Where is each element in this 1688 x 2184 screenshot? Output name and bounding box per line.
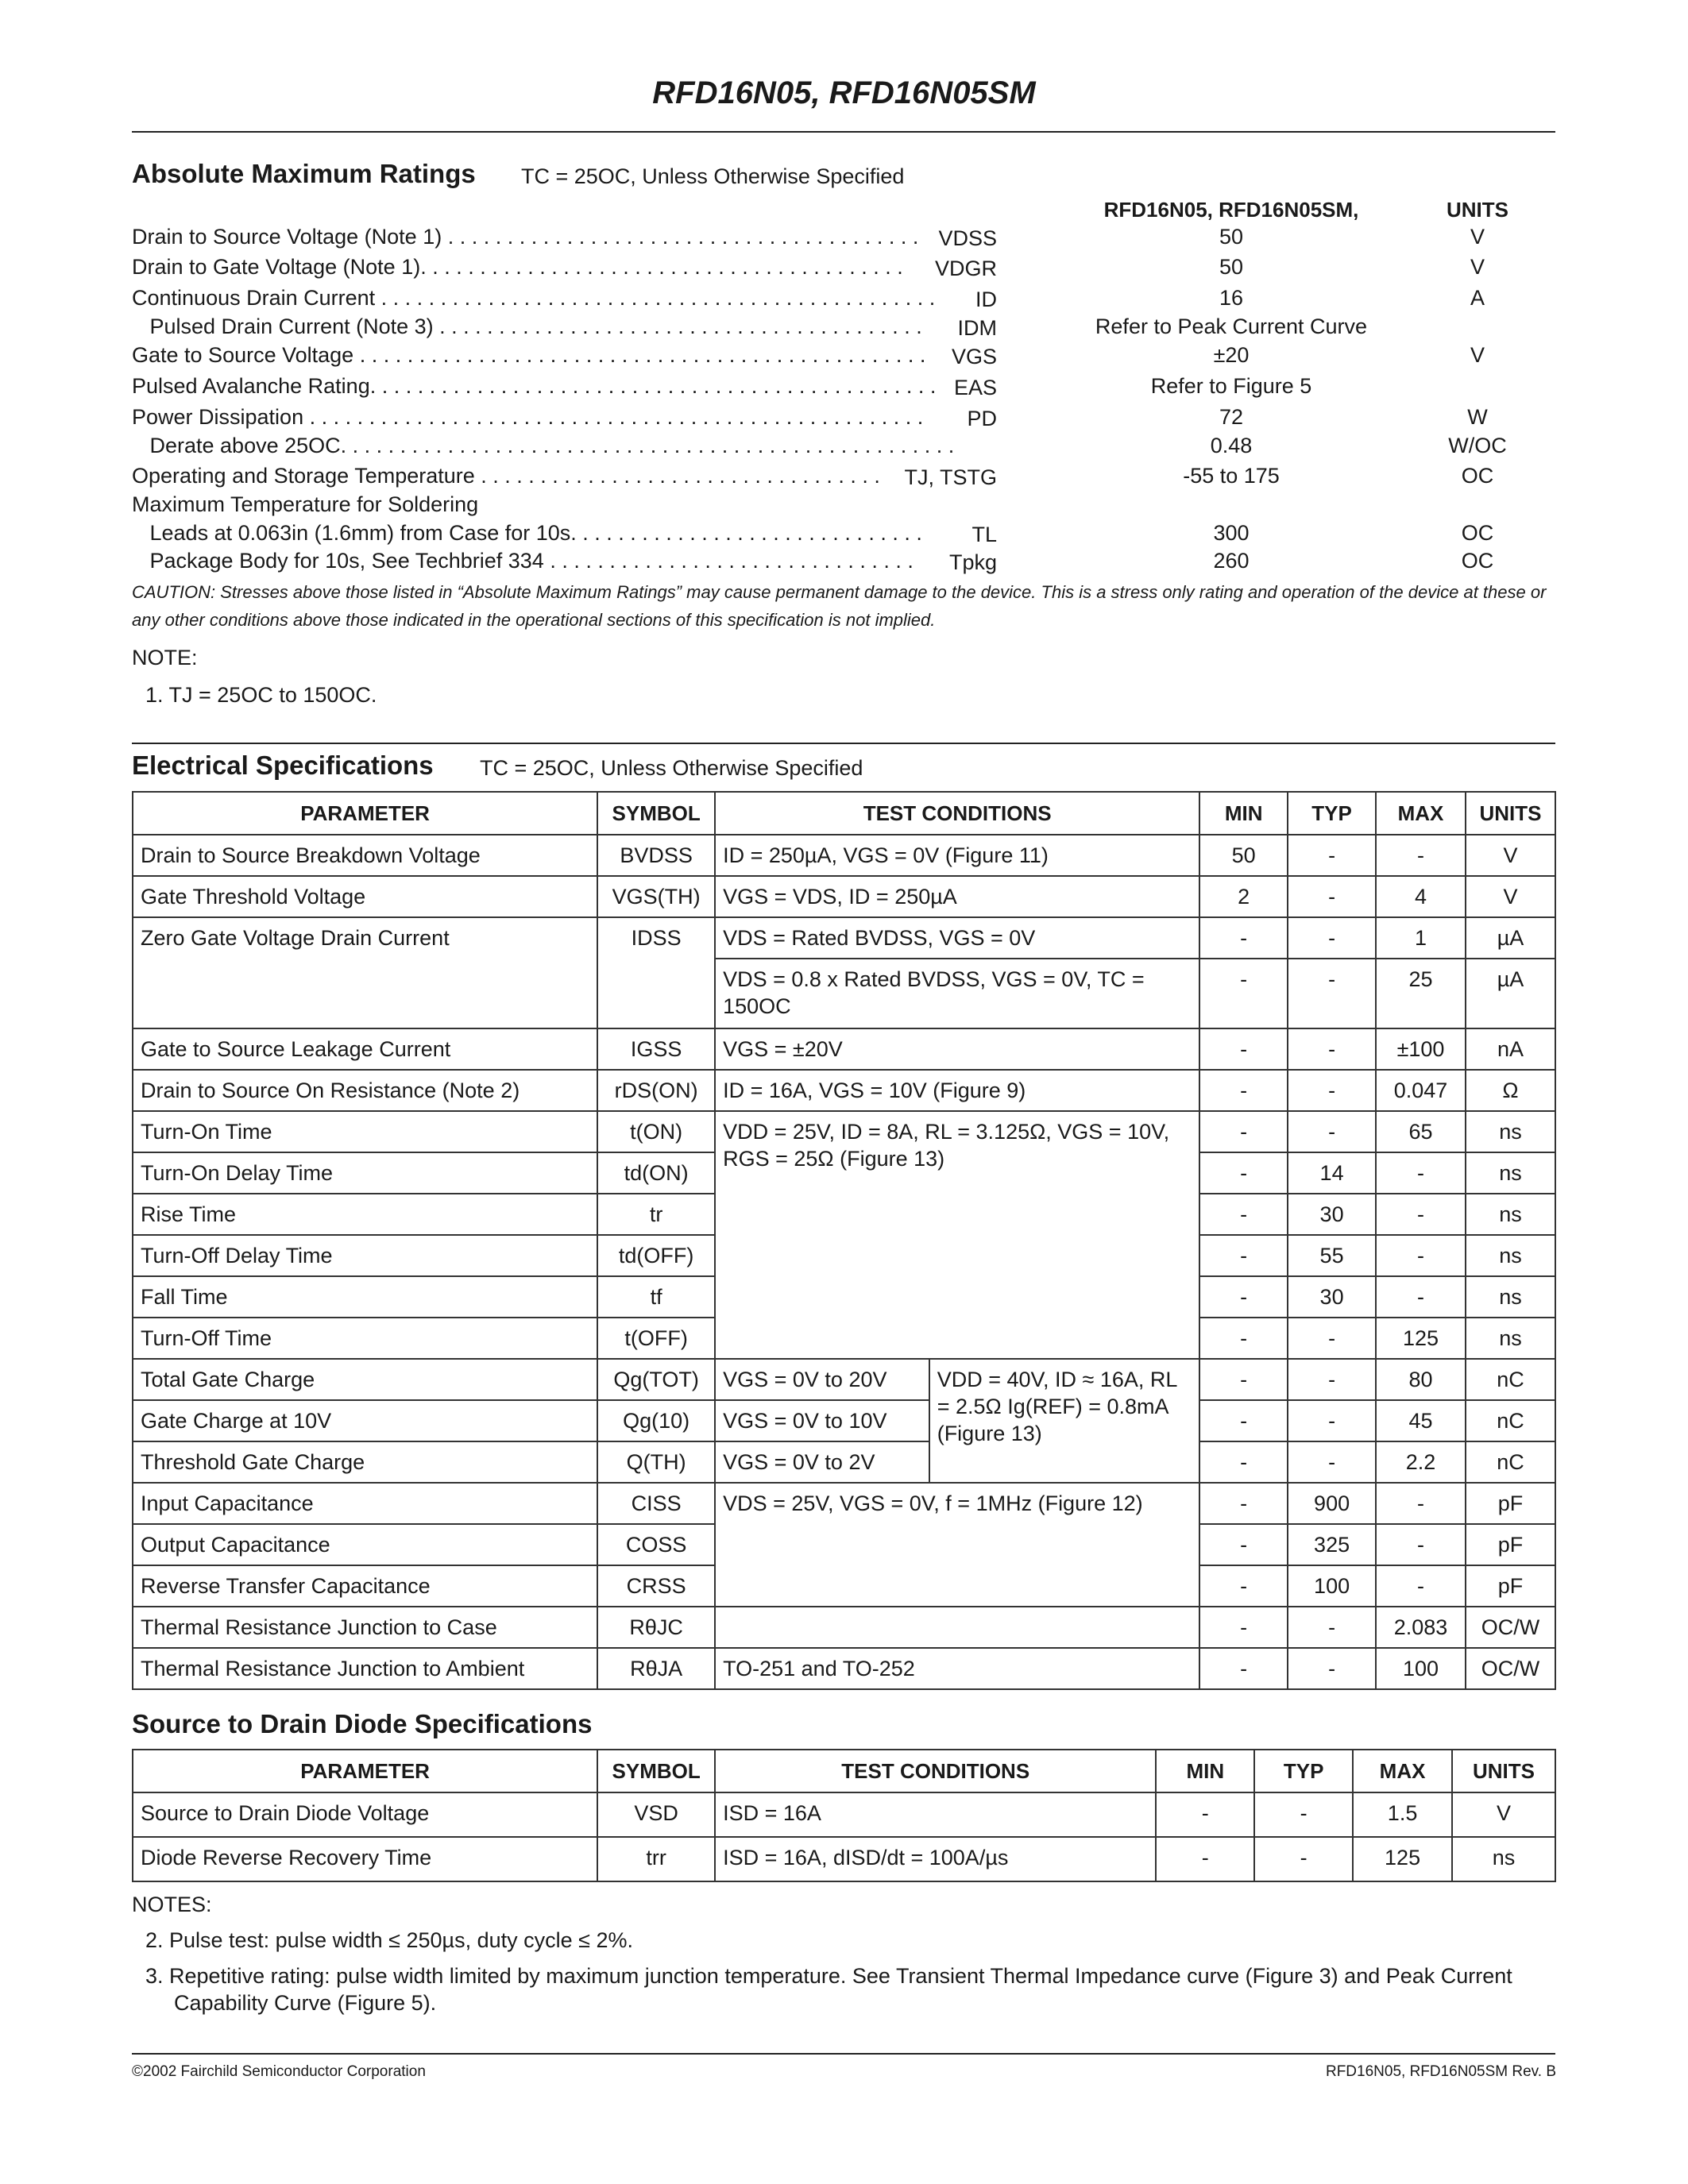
cell-symbol: Qg(10): [597, 1400, 715, 1441]
amr-row-symbol: ID: [971, 287, 997, 312]
cell-typ: -: [1288, 1359, 1376, 1400]
cell-min: -: [1199, 1607, 1288, 1648]
col-header-units: UNITS: [1466, 792, 1555, 835]
cell-parameter: Turn-On Delay Time: [133, 1152, 597, 1194]
cell-unit: nC: [1466, 1400, 1555, 1441]
cell-max: 80: [1376, 1359, 1466, 1400]
cell-min: -: [1199, 1152, 1288, 1194]
elec-title: Electrical Specifications: [132, 751, 434, 780]
elec-condition: TC = 25OC, Unless Otherwise Specified: [480, 756, 863, 780]
cell-unit: V: [1466, 876, 1555, 917]
cell-min: -: [1156, 1837, 1254, 1881]
cell-max: 45: [1376, 1400, 1466, 1441]
cell-max: 65: [1376, 1111, 1466, 1152]
diode-col-header-test-conditions: TEST CONDITIONS: [715, 1750, 1156, 1792]
table-row: [133, 1070, 1555, 1111]
footer-copyright: ©2002 Fairchild Semiconductor Corporation: [132, 2063, 426, 2080]
amr-row-symbol: VGS: [947, 345, 997, 369]
cell-max: 25: [1376, 959, 1466, 1028]
amr-row-value: 260: [1213, 549, 1250, 573]
cell-typ: 100: [1288, 1565, 1376, 1607]
diode-col-header-units: UNITS: [1452, 1750, 1555, 1792]
cell-test-conditions: TO-251 and TO-252: [715, 1648, 1199, 1689]
cell-test-conditions: VGS = VDS, ID = 250µA: [715, 876, 1199, 917]
diode-col-header-symbol: SYMBOL: [597, 1750, 715, 1792]
cell-symbol: t(OFF): [597, 1318, 715, 1359]
table-row: [133, 1607, 1555, 1648]
diode-col-header-parameter: PARAMETER: [133, 1750, 597, 1792]
table-row: [133, 1441, 1555, 1483]
diode-col-header-typ: TYP: [1254, 1750, 1353, 1792]
amr-row-label: Continuous Drain Current . . . . . . . . . . . . . . . . . . . . . . . . . . . . . . . . . . . . . . . . . . . . . . .: [132, 286, 936, 310]
cell-typ: -: [1254, 1837, 1353, 1881]
amr-row-value: Refer to Figure 5: [1150, 374, 1312, 398]
cell-unit: nC: [1466, 1441, 1555, 1483]
footer-rule: [132, 2053, 1555, 2055]
cell-typ: -: [1288, 959, 1376, 1028]
cell-test-conditions: ISD = 16A, dISD/dt = 100A/µs: [715, 1837, 1156, 1881]
diode-spec-table: [132, 1749, 1556, 1882]
cell-min: -: [1199, 1524, 1288, 1565]
footer-part-rev: RFD16N05, RFD16N05SM Rev. B: [1325, 2063, 1556, 2080]
diode-title: Source to Drain Diode Specifications: [132, 1709, 593, 1738]
col-header-min: MIN: [1199, 792, 1288, 835]
cell-parameter: Gate Charge at 10V: [133, 1400, 597, 1441]
amr-condition: TC = 25OC, Unless Otherwise Specified: [521, 164, 905, 188]
note-2: 2. Pulse test: pulse width ≤ 250µs, duty cycle ≤ 2%.: [145, 1928, 633, 1952]
cell-symbol: td(ON): [597, 1152, 715, 1194]
cell-symbol: Qg(TOT): [597, 1359, 715, 1400]
table-row: [133, 1111, 1555, 1152]
cell-max: -: [1376, 1194, 1466, 1235]
cell-unit: V: [1466, 835, 1555, 876]
amr-row-label: Pulsed Avalanche Rating. . . . . . . . . . . . . . . . . . . . . . . . . . . . . . . . . . . . . . . . . . . . . . . .: [132, 374, 937, 398]
table-row: [133, 1483, 1555, 1524]
cell-min: -: [1199, 1194, 1288, 1235]
cell-typ: 900: [1288, 1483, 1376, 1524]
cell-unit: µA: [1466, 959, 1555, 1028]
table-row: [133, 1359, 1555, 1400]
cell-unit: pF: [1466, 1565, 1555, 1607]
cell-min: -: [1199, 1318, 1288, 1359]
cell-parameter: Thermal Resistance Junction to Case: [133, 1607, 597, 1648]
col-header-parameter: PARAMETER: [133, 792, 597, 835]
cell-unit: ns: [1466, 1152, 1555, 1194]
cell-max: ±100: [1376, 1028, 1466, 1070]
note-3-line-1: 3. Repetitive rating: pulse width limited by maximum junction temperature. See Transient Thermal Impedance curve (Figure 3) and Peak Current: [145, 1964, 1512, 1988]
cell-min: -: [1199, 1648, 1288, 1689]
cell-typ: -: [1288, 1648, 1376, 1689]
cell-symbol: IDSS: [597, 917, 715, 1028]
cell-test-conditions: VDS = 0.8 x Rated BVDSS, VGS = 0V, TC = 150OC: [715, 959, 1199, 1028]
diode-col-header-min: MIN: [1156, 1750, 1254, 1792]
cell-min: -: [1156, 1792, 1254, 1837]
amr-row-label: Operating and Storage Temperature . . . . . . . . . . . . . . . . . . . . . . . . . . . . . . . . . .: [132, 464, 880, 488]
cell-symbol: td(OFF): [597, 1235, 715, 1276]
amr-row-value: -55 to 175: [1183, 464, 1280, 488]
cell-parameter: Reverse Transfer Capacitance: [133, 1565, 597, 1607]
cell-min: 2: [1199, 876, 1288, 917]
cell-typ: -: [1288, 1070, 1376, 1111]
cell-test-conditions: VGS = 0V to 10V: [715, 1400, 929, 1441]
note-1: 1. TJ = 25OC to 150OC.: [145, 683, 377, 707]
cell-min: -: [1199, 1111, 1288, 1152]
cell-min: -: [1199, 1070, 1288, 1111]
amr-row-unit: V: [1470, 343, 1485, 367]
cell-unit: ns: [1452, 1837, 1555, 1881]
cell-parameter: Input Capacitance: [133, 1483, 597, 1524]
cell-test-conditions: ISD = 16A: [715, 1792, 1156, 1837]
table-row: [133, 917, 1555, 959]
cell-max: -: [1376, 1524, 1466, 1565]
cell-typ: -: [1288, 1441, 1376, 1483]
cell-typ: -: [1288, 1111, 1376, 1152]
table-row: [133, 1792, 1555, 1837]
amr-row-label: Package Body for 10s, See Techbrief 334 . . . . . . . . . . . . . . . . . . . . . . . . . . . . . . .: [132, 549, 914, 573]
cell-typ: -: [1288, 876, 1376, 917]
cell-unit: OC/W: [1466, 1607, 1555, 1648]
cell-test-conditions: VGS = ±20V: [715, 1028, 1199, 1070]
cell-symbol: COSS: [597, 1524, 715, 1565]
table-row: [133, 835, 1555, 876]
cell-parameter: Threshold Gate Charge: [133, 1441, 597, 1483]
amr-row-symbol: VDGR: [930, 257, 997, 281]
cell-unit: Ω: [1466, 1070, 1555, 1111]
cell-parameter: Gate to Source Leakage Current: [133, 1028, 597, 1070]
col-header-symbol: SYMBOL: [597, 792, 715, 835]
table-row: [133, 876, 1555, 917]
cell-typ: -: [1288, 1400, 1376, 1441]
cell-symbol: rDS(ON): [597, 1070, 715, 1111]
cell-max: 4: [1376, 876, 1466, 917]
cell-parameter: Rise Time: [133, 1194, 597, 1235]
amr-row-label: Maximum Temperature for Soldering: [132, 492, 479, 516]
amr-row-unit: V: [1470, 255, 1485, 279]
table-row: [133, 1400, 1555, 1441]
cell-min: -: [1199, 1483, 1288, 1524]
amr-row-label: Pulsed Drain Current (Note 3) . . . . . . . . . . . . . . . . . . . . . . . . . . . . . . . . . . . . . . . . .: [132, 314, 922, 338]
cell-min: -: [1199, 1359, 1288, 1400]
cell-test-conditions: ID = 250µA, VGS = 0V (Figure 11): [715, 835, 1199, 876]
cell-typ: 30: [1288, 1276, 1376, 1318]
cell-symbol: tf: [597, 1276, 715, 1318]
cell-typ: -: [1288, 1607, 1376, 1648]
cell-unit: ns: [1466, 1111, 1555, 1152]
cell-test-conditions-shared: VDD = 40V, ID ≈ 16A, RL = 2.5Ω Ig(REF) = 0.8mA (Figure 13): [929, 1359, 1200, 1483]
cell-parameter: Thermal Resistance Junction to Ambient: [133, 1648, 597, 1689]
amr-row-unit: W: [1467, 405, 1488, 429]
cell-max: -: [1376, 1235, 1466, 1276]
cell-max: -: [1376, 835, 1466, 876]
table-row: [133, 1028, 1555, 1070]
table-row: [133, 1648, 1555, 1689]
cell-parameter: Turn-On Time: [133, 1111, 597, 1152]
cell-max: -: [1376, 1152, 1466, 1194]
cell-test-conditions: VGS = 0V to 2V: [715, 1441, 929, 1483]
cell-parameter: Turn-Off Delay Time: [133, 1235, 597, 1276]
amr-row-value: 72: [1219, 405, 1244, 429]
cell-symbol: t(ON): [597, 1111, 715, 1152]
cell-symbol: Q(TH): [597, 1441, 715, 1483]
cell-unit: V: [1452, 1792, 1555, 1837]
amr-title: Absolute Maximum Ratings: [132, 159, 476, 188]
cell-symbol: trr: [597, 1837, 715, 1881]
cell-parameter: Diode Reverse Recovery Time: [133, 1837, 597, 1881]
cell-max: 2.2: [1376, 1441, 1466, 1483]
amr-row-symbol: Tpkg: [944, 550, 997, 575]
caution-text: CAUTION: Stresses above those listed in “Absolute Maximum Ratings” may cause permanent damage to the device. This is a stress only rating and operation of the device at these or any other conditions above those indicated in the operational sections of this specification is not implied.: [132, 582, 1547, 630]
cell-parameter: Fall Time: [133, 1276, 597, 1318]
amr-row-symbol: IDM: [953, 316, 998, 341]
cell-test-conditions: VDS = Rated BVDSS, VGS = 0V: [715, 917, 1199, 959]
cell-unit: ns: [1466, 1194, 1555, 1235]
diode-col-header-max: MAX: [1353, 1750, 1452, 1792]
amr-row-unit: OC: [1461, 549, 1494, 573]
cell-max: -: [1376, 1565, 1466, 1607]
cell-symbol: BVDSS: [597, 835, 715, 876]
amr-row-label: Power Dissipation . . . . . . . . . . . . . . . . . . . . . . . . . . . . . . . . . . . . . . . . . . . . . . . . . . . .: [132, 405, 924, 429]
amr-row-label: Leads at 0.063in (1.6mm) from Case for 10s. . . . . . . . . . . . . . . . . . . . . . . . . . . . . .: [132, 521, 922, 545]
amr-row-label: Drain to Gate Voltage (Note 1). . . . . . . . . . . . . . . . . . . . . . . . . . . . . . . . . . . . . . . . .: [132, 255, 903, 279]
cell-max: 125: [1353, 1837, 1452, 1881]
cell-min: -: [1199, 1235, 1288, 1276]
cell-typ: 14: [1288, 1152, 1376, 1194]
amr-row-value: 0.48: [1210, 434, 1253, 457]
cell-symbol: CRSS: [597, 1565, 715, 1607]
col-header-test-conditions: TEST CONDITIONS: [715, 792, 1199, 835]
cell-min: -: [1199, 1565, 1288, 1607]
cell-typ: 325: [1288, 1524, 1376, 1565]
cell-max: 100: [1376, 1648, 1466, 1689]
cell-min: -: [1199, 1028, 1288, 1070]
amr-col-units: UNITS: [1447, 198, 1508, 222]
col-header-max: MAX: [1376, 792, 1466, 835]
cell-min: 50: [1199, 835, 1288, 876]
cell-max: 125: [1376, 1318, 1466, 1359]
cell-symbol: IGSS: [597, 1028, 715, 1070]
cell-typ: -: [1288, 1318, 1376, 1359]
amr-row-unit: A: [1470, 286, 1485, 310]
cell-parameter: Output Capacitance: [133, 1524, 597, 1565]
header-rule: [132, 131, 1555, 133]
cell-test-conditions: VDS = 25V, VGS = 0V, f = 1MHz (Figure 12): [715, 1483, 1199, 1607]
amr-row-value: 50: [1219, 225, 1244, 249]
cell-min: -: [1199, 959, 1288, 1028]
cell-symbol: RθJC: [597, 1607, 715, 1648]
cell-min: -: [1199, 917, 1288, 959]
cell-typ: 30: [1288, 1194, 1376, 1235]
cell-unit: ns: [1466, 1318, 1555, 1359]
note-heading: NOTE:: [132, 646, 198, 669]
cell-unit: pF: [1466, 1524, 1555, 1565]
cell-min: -: [1199, 1276, 1288, 1318]
cell-unit: nC: [1466, 1359, 1555, 1400]
amr-row-value: 300: [1213, 521, 1250, 545]
cell-unit: ns: [1466, 1235, 1555, 1276]
amr-row-value: ±20: [1213, 343, 1250, 367]
cell-test-conditions: [715, 1607, 1199, 1648]
col-header-typ: TYP: [1288, 792, 1376, 835]
amr-row-symbol: TL: [967, 523, 997, 547]
amr-row-symbol: EAS: [949, 376, 997, 400]
cell-parameter: Turn-Off Time: [133, 1318, 597, 1359]
cell-max: 1: [1376, 917, 1466, 959]
cell-symbol: RθJA: [597, 1648, 715, 1689]
amr-row-unit: OC: [1461, 521, 1494, 545]
amr-row-unit: V: [1470, 225, 1485, 249]
amr-row-unit: W/OC: [1448, 434, 1507, 457]
cell-max: -: [1376, 1276, 1466, 1318]
cell-test-conditions: VGS = 0V to 20V: [715, 1359, 929, 1400]
amr-row-symbol: TJ, TSTG: [899, 465, 997, 490]
cell-typ: -: [1288, 1028, 1376, 1070]
amr-row-value: Refer to Peak Current Curve: [1095, 314, 1368, 338]
cell-max: 2.083: [1376, 1607, 1466, 1648]
notes-heading: NOTES:: [132, 1893, 212, 1916]
cell-parameter: Total Gate Charge: [133, 1359, 597, 1400]
cell-unit: µA: [1466, 917, 1555, 959]
cell-typ: 55: [1288, 1235, 1376, 1276]
cell-unit: pF: [1466, 1483, 1555, 1524]
cell-parameter: Source to Drain Diode Voltage: [133, 1792, 597, 1837]
cell-typ: -: [1288, 835, 1376, 876]
cell-symbol: CISS: [597, 1483, 715, 1524]
cell-typ: -: [1288, 917, 1376, 959]
note-3-line-2: Capability Curve (Figure 5).: [174, 1991, 437, 2015]
section-rule: [132, 743, 1555, 744]
cell-test-conditions: ID = 16A, VGS = 10V (Figure 9): [715, 1070, 1199, 1111]
amr-row-label: Derate above 25OC. . . . . . . . . . . . . . . . . . . . . . . . . . . . . . . . . . . . . . . . . . . . . . . . . . . .: [132, 434, 955, 457]
cell-parameter: Drain to Source Breakdown Voltage: [133, 835, 597, 876]
cell-symbol: VSD: [597, 1792, 715, 1837]
cell-unit: ns: [1466, 1276, 1555, 1318]
cell-parameter: Gate Threshold Voltage: [133, 876, 597, 917]
amr-col-part: RFD16N05, RFD16N05SM,: [1103, 198, 1359, 222]
amr-row-value: 16: [1219, 286, 1244, 310]
amr-row-symbol: PD: [962, 407, 997, 431]
cell-symbol: VGS(TH): [597, 876, 715, 917]
cell-max: 1.5: [1353, 1792, 1452, 1837]
cell-unit: OC/W: [1466, 1648, 1555, 1689]
cell-min: -: [1199, 1400, 1288, 1441]
cell-symbol: tr: [597, 1194, 715, 1235]
cell-parameter: Zero Gate Voltage Drain Current: [133, 917, 597, 1028]
amr-row-unit: OC: [1461, 464, 1494, 488]
cell-test-conditions: VDD = 25V, ID = 8A, RL = 3.125Ω, VGS = 10V, RGS = 25Ω (Figure 13): [715, 1111, 1199, 1359]
table-row: [133, 1837, 1555, 1881]
cell-min: -: [1199, 1441, 1288, 1483]
amr-row-value: 50: [1219, 255, 1244, 279]
cell-typ: -: [1254, 1792, 1353, 1837]
cell-max: 0.047: [1376, 1070, 1466, 1111]
amr-row-label: Gate to Source Voltage . . . . . . . . . . . . . . . . . . . . . . . . . . . . . . . . . . . . . . . . . . . . . . . .: [132, 343, 926, 367]
electrical-spec-table: [132, 791, 1556, 1690]
cell-unit: nA: [1466, 1028, 1555, 1070]
cell-max: -: [1376, 1483, 1466, 1524]
amr-row-symbol: VDSS: [933, 226, 997, 251]
amr-row-label: Drain to Source Voltage (Note 1) . . . . . . . . . . . . . . . . . . . . . . . . . . . . . . . . . . . . . . . .: [132, 225, 919, 249]
cell-parameter: Drain to Source On Resistance (Note 2): [133, 1070, 597, 1111]
document-title: RFD16N05, RFD16N05SM: [652, 75, 1036, 110]
